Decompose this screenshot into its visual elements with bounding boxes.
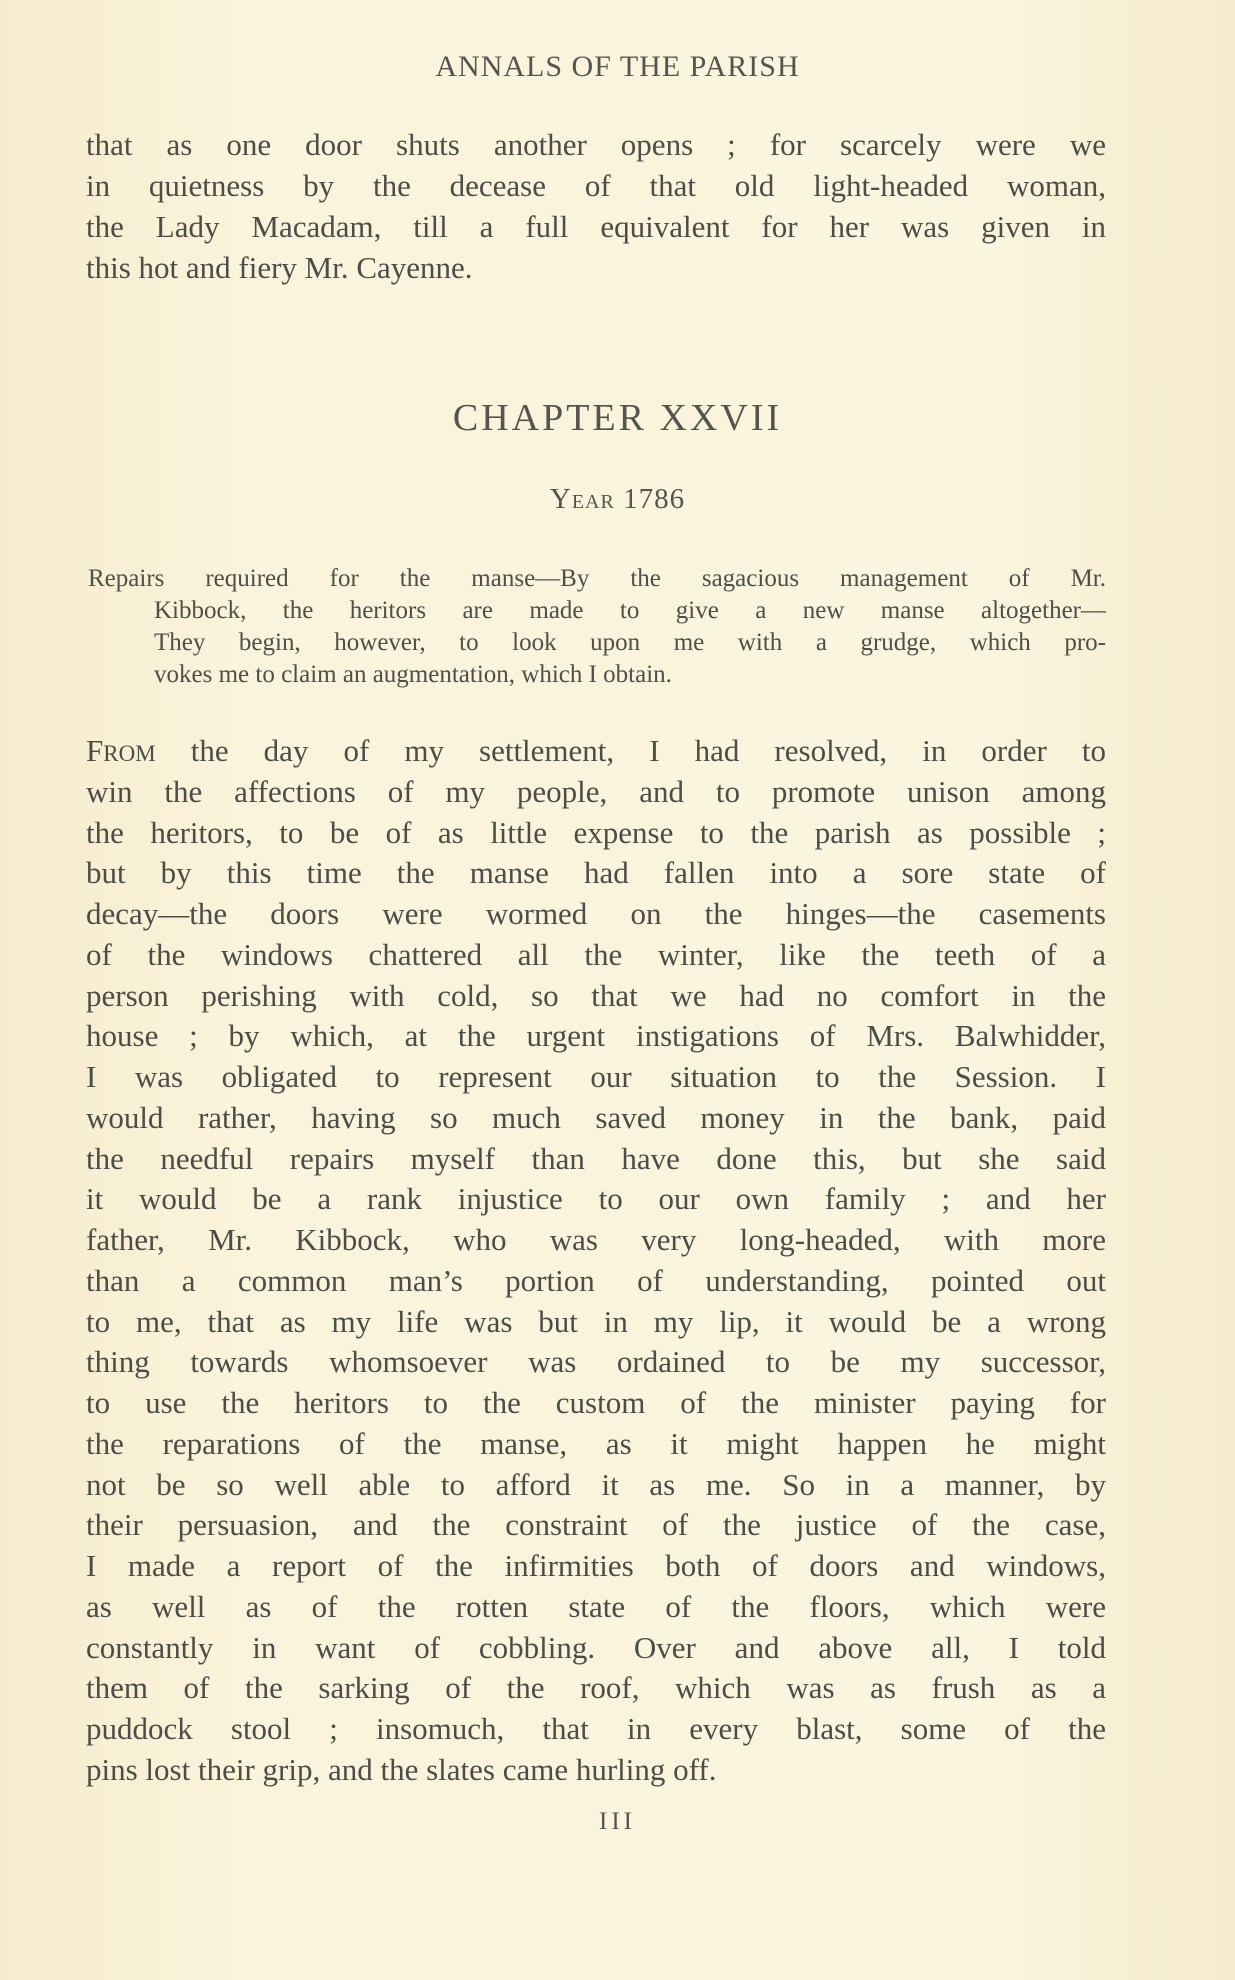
text-line: the heritors, to be of as little expense to the parish as possible ; bbox=[86, 815, 1106, 850]
text-line: the Lady Macadam, till a full equivalent for her was given in bbox=[86, 209, 1106, 244]
text-line: win the affections of my people, and to promote unison among bbox=[86, 774, 1106, 809]
text-line: would rather, having so much saved money in the bank, paid bbox=[86, 1100, 1106, 1135]
text-line: this hot and fiery Mr. Cayenne. bbox=[86, 250, 473, 285]
text-line: the needful repairs myself than have done this, but she said bbox=[86, 1141, 1106, 1176]
text-line: but by this time the manse had fallen into a sore state of bbox=[86, 855, 1106, 890]
summary-line: They begin, however, to look upon me with a grudge, which pro- bbox=[154, 629, 1106, 656]
text-line: of the windows chattered all the winter, like the teeth of a bbox=[86, 937, 1106, 972]
year-number: 1786 bbox=[623, 483, 686, 515]
text-line: I was obligated to represent our situation to the Session. I bbox=[86, 1059, 1106, 1094]
text-line: puddock stool ; insomuch, that in every blast, some of the bbox=[86, 1711, 1106, 1746]
summary-line: Kibbock, the heritors are made to give a new manse altogether— bbox=[154, 597, 1106, 624]
text-line: father, Mr. Kibbock, who was very long-headed, with more bbox=[86, 1222, 1106, 1257]
text-line: to use the heritors to the custom of the minister paying for bbox=[86, 1385, 1106, 1420]
text-line: house ; by which, at the urgent instigations of Mrs. Balwhidder, bbox=[86, 1018, 1106, 1053]
text-line: constantly in want of cobbling. Over and above all, I told bbox=[86, 1630, 1106, 1665]
text-line: as well as of the rotten state of the floors, which were bbox=[86, 1589, 1106, 1624]
text-line: that as one door shuts another opens ; for scarcely were we bbox=[86, 127, 1106, 162]
text-line: pins lost their grip, and the slates came hurling off. bbox=[86, 1752, 717, 1787]
chapter-title: CHAPTER XXVII bbox=[452, 397, 783, 439]
text-line: decay—the doors were wormed on the hinges—the casements bbox=[86, 896, 1106, 931]
text-line-first: FROM the day of my settlement, I had resolved, in order to bbox=[86, 733, 1106, 768]
text-line: I made a report of the infirmities both of doors and windows, bbox=[86, 1548, 1106, 1583]
text-line: thing towards whomsoever was ordained to be my successor, bbox=[86, 1344, 1106, 1379]
text-line: the reparations of the manse, as it might happen he might bbox=[86, 1426, 1106, 1461]
text-line: it would be a rank injustice to our own family ; and her bbox=[86, 1181, 1106, 1216]
summary-line: Repairs required for the manse—By the sagacious management of Mr. bbox=[88, 565, 1106, 592]
text-line: than a common man’s portion of understanding, pointed out bbox=[86, 1263, 1106, 1298]
summary-line: vokes me to claim an augmentation, which I obtain. bbox=[154, 661, 672, 688]
text-line: not be so well able to afford it as me. So in a manner, by bbox=[86, 1467, 1106, 1502]
text-line: in quietness by the decease of that old light-headed woman, bbox=[86, 168, 1106, 203]
text-line: person perishing with cold, so that we had no comfort in the bbox=[86, 978, 1106, 1013]
opening-word: FROM bbox=[86, 733, 156, 768]
year-label: Year bbox=[549, 483, 615, 515]
text-line: their persuasion, and the constraint of the justice of the case, bbox=[86, 1507, 1106, 1542]
text-line: to me, that as my life was but in my lip, it would be a wrong bbox=[86, 1304, 1106, 1339]
chapter-year bbox=[0, 483, 1235, 516]
running-head: ANNALS OF THE PARISH bbox=[435, 50, 800, 83]
text-line: them of the sarking of the roof, which was as frush as a bbox=[86, 1670, 1106, 1705]
page-number: III bbox=[599, 1808, 636, 1835]
